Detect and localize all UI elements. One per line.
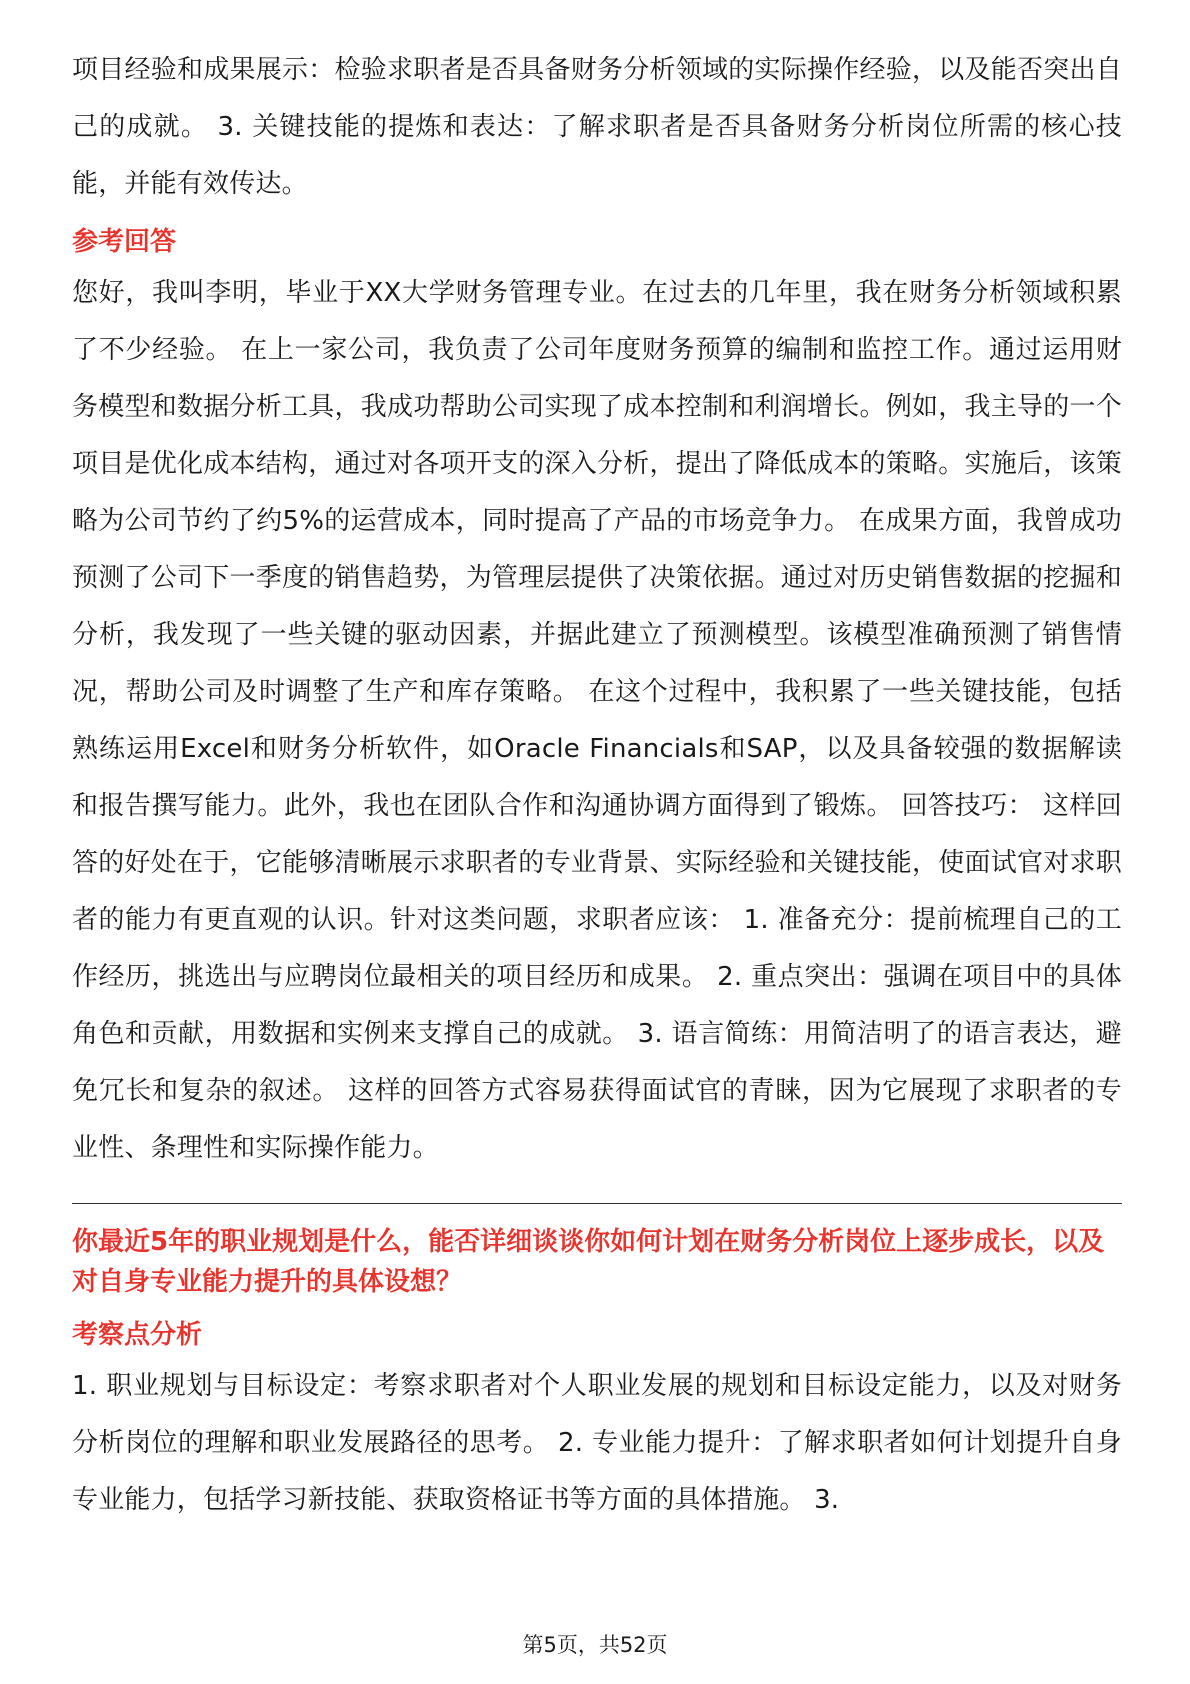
interview-question: 你最近5年的职业规划是什么，能否详细谈谈你如何计划在财务分析岗位上逐步成长，以及对自身专业能力提升的具体设想？ <box>72 1227 1105 1297</box>
page-number-footer: 第5页，共52页 <box>522 1633 668 1657</box>
intro-paragraph: 项目经验和成果展示：检验求职者是否具备财务分析领域的实际操作经验，以及能否突出自己的成就。 3. 关键技能的提炼和表达：了解求职者是否具备财务分析岗位所需的核心技能，并能有效传达。 <box>72 55 1122 199</box>
section-divider <box>72 1203 1122 1204</box>
reference-answer-text: 您好，我叫李明，毕业于XX大学财务管理专业。在过去的几年里，我在财务分析领域积累了不少经验。 在上一家公司，我负责了公司年度财务预算的编制和监控工作。通过运用财务模型和数据分析工具，我成功帮助公司实现了成本控制和利润增长。例如，我主导的一个项目是优化成本结构，通过对各项开支的深入分析，提出了降低成本的策略。实施后，该策略为公司节约了约5%的运营成本，同时提高了产品的市场竞争力。 在成果方面，我曾成功预测了公司下一季度的销售趋势，为管理层提供了决策依据。通过对历史销售数据的挖掘和分析，我发现了一些关键的驱动因素，并据此建立了预测模型。该模型准确预测了销售情况，帮助公司及时调整了生产和库存策略。 在这个过程中，我积累了一些关键技能，包括熟练运用Excel和财务分析软件，如Oracle Financials和SAP，以及具备较强的数据解读和报告撰写能力。此外，我也在团队合作和沟通协调方面得到了锻炼。 回答技巧： 这样回答的好处在于，它能够清晰展示求职者的专业背景、实际经验和关键技能，使面试官对求职者的能力有更直观的认识。针对这类问题，求职者应该： 1. 准备充分：提前梳理自己的工作经历，挑选出与应聘岗位最相关的项目经历和成果。 2. 重点突出：强调在项目中的具体角色和贡献，用数据和实例来支撑自己的成就。 3. 语言简练：用简洁明了的语言表达，避免冗长和复杂的叙述。 这样的回答方式容易获得面试官的青睐，因为它展现了求职者的专业性、条理性和实际操作能力。 <box>72 278 1123 1163</box>
analysis-text: 1. 职业规划与目标设定：考察求职者对个人职业发展的规划和目标设定能力，以及对财务分析岗位的理解和职业发展路径的思考。 2. 专业能力提升：了解求职者如何计划提升自身专业能力，包括学习新技能、获取资格证书等方面的具体措施。 3. <box>72 1371 1122 1515</box>
analysis-heading: 考察点分析 <box>72 1320 203 1350</box>
page-content <box>72 42 1122 1529</box>
reference-answer-heading: 参考回答 <box>72 227 177 257</box>
